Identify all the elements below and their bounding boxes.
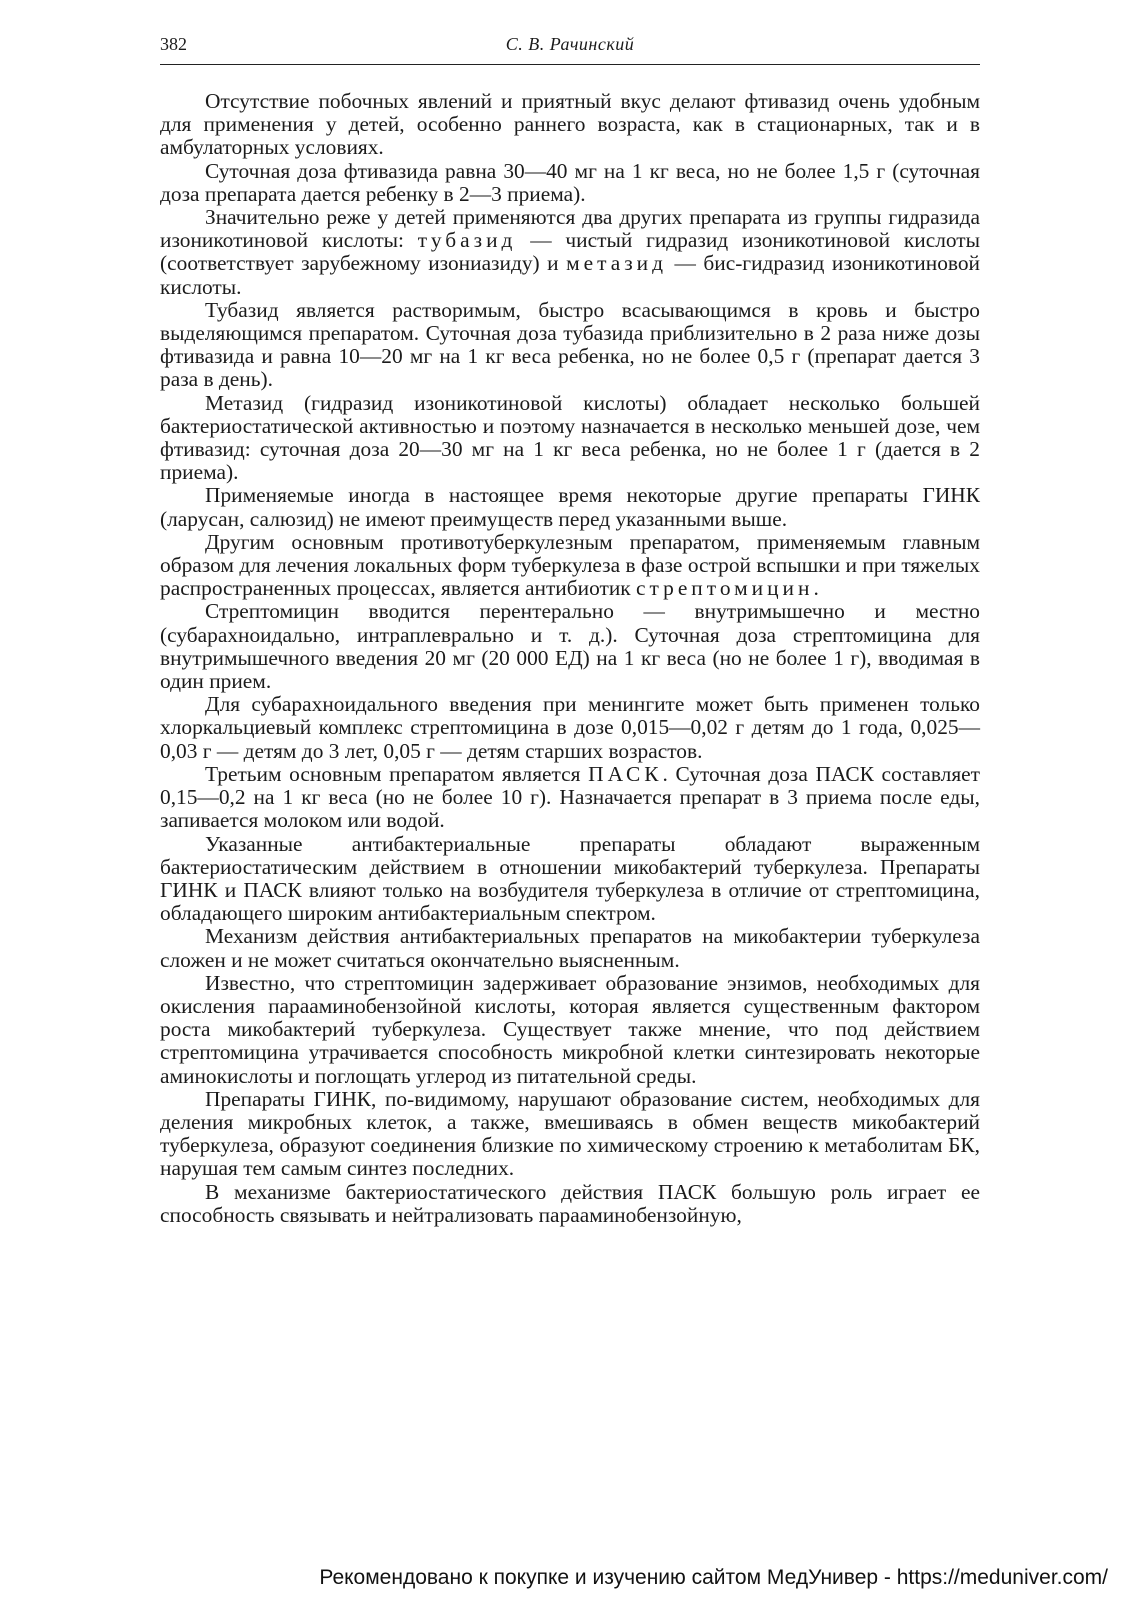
running-head: С. В. Рачинский (505, 34, 635, 54)
paragraph-3 (160, 206, 980, 299)
paragraph-14: Препараты ГИНК, по-видимому, нарушают образование систем, необходимых для деления микробных клеток, а также, вмешиваясь в обмен веществ микобактерий туберкулеза, образуют соединения близкие по химическому строению к метаболитам БК, нарушая тем самым синтез последних. (160, 1086, 980, 1181)
paragraph-1: Отсутствие побочных явлений и приятный вкус делают фтивазид очень удобным для применения у детей, особенно раннего возраста, как в стационарных, так и в амбулаторных условиях. (160, 89, 980, 160)
term-pask: ПАСК (588, 761, 663, 786)
paragraph-3-part-a: Значительно реже у детей применяются два других препарата из группы гидразида изоникотиновой кислоты: (160, 205, 980, 253)
paragraph-8: Стрептомицин вводится перентерально — внутримышечно и местно (субарахноидально, интраплеврально и т. д.). Суточная доза стрептомицина для внутримышечного введения 20 мг (20 000 ЕД) на 1 кг веса (но не более 1 г), вводимая в один прием. (160, 599, 980, 694)
paragraph-13: Известно, что стрептомицин задерживает образование энзимов, необходимых для окисления парааминобензойной кислоты, которая является существенным фактором роста микобактерий туберкулеза. Существует также мнение, что под действием стрептомицина утрачивается способность микробной клетки синтезировать некоторые аминокислоты и поглощать углерод из питательной среды. (160, 970, 980, 1088)
paragraph-4: Тубазид является растворимым, быстро всасывающимся в кровь и быстро выделяющимся препаратом. Суточная доза тубазида приблизительно в 2 раза ниже дозы фтивазида и равна 10—20 мг на 1 кг веса ребенка, но не более 0,5 г (препарат дается 3 раза в день). (160, 297, 980, 392)
paragraph-2: Суточная доза фтивазида равна 30—40 мг на 1 кг веса, но не более 1,5 г (суточная доза препарата дается ребенку в 2—3 приема). (160, 158, 980, 206)
paragraph-6: Применяемые иногда в настоящее время некоторые другие препараты ГИНК (ларусан, салюзид) не имеют преимуществ перед указанными выше. (160, 483, 980, 531)
paragraph-7-part-c: . (813, 576, 819, 601)
paragraph-10-part-a: Третьим основным препаратом является (205, 761, 589, 786)
paragraph-3-part-e: — бис-гидразид изоникотиновой кислоты. (160, 251, 980, 299)
page-number: 382 (160, 34, 187, 54)
paragraph-12: Механизм действия антибактериальных препаратов на микобактерии туберкулеза сложен и не может считаться окончательно выясненным. (160, 924, 980, 972)
paragraph-15: В механизме бактериостатического действия ПАСК большую роль играет ее способность связывать и нейтрализовать парааминобензойную, (160, 1179, 980, 1227)
paragraph-11: Указанные антибактериальные препараты обладают выраженным бактериостатическим действием в отношении микобактерий туберкулеза. Препараты ГИНК и ПАСК влияют только на возбудителя туберкулеза в отличие от стрептомицина, обладающего широким антибактериальным спектром. (160, 831, 980, 926)
paragraph-7 (160, 531, 980, 601)
paragraph-10-part-c: . Суточная доза ПАСК составляет 0,15—0,2 на 1 кг веса (но не более 10 г). Назначается препарат в 3 приема после еды, запивается молоком или водой. (160, 761, 980, 833)
term-metazid: метазид (566, 251, 667, 276)
paragraph-5: Метазид (гидразид изоникотиновой кислоты) обладает несколько большей бактериостатической активностью и поэтому назначается в несколько меньшей дозе, чем фтивазид: суточная доза 20—30 мг на 1 кг веса ребенка, но не более 1 г (дается в 2 приема). (160, 390, 980, 485)
body-text (160, 90, 980, 1227)
term-tubazid: тубазид (417, 228, 517, 253)
page-header (160, 30, 980, 65)
paragraph-3-part-c: — чистый гидразид изоникотиновой кислоты (соответствует зарубежному изониазиду) и (160, 228, 980, 276)
paragraph-7-part-a: Другим основным противотуберкулезным препаратом, применяемым главным образом для лечения локальных форм туберкулеза в фазе острой вспышки и при тяжелых распространенных процессах, является антибиотик (160, 529, 980, 601)
term-streptomycin: стрептомицин (636, 576, 814, 601)
footer-recommendation: Рекомендовано к покупке и изучению сайтом МедУнивер - https://meduniver.com/ (319, 1566, 1108, 1589)
paragraph-10 (160, 763, 980, 833)
paragraph-9: Для субарахноидального введения при менингите может быть применен только хлоркальциевый комплекс стрептомицина в дозе 0,015—0,02 г детям до 1 года, 0,025—0,03 г — детям до 3 лет, 0,05 г — детям старших возрастов. (160, 692, 980, 763)
